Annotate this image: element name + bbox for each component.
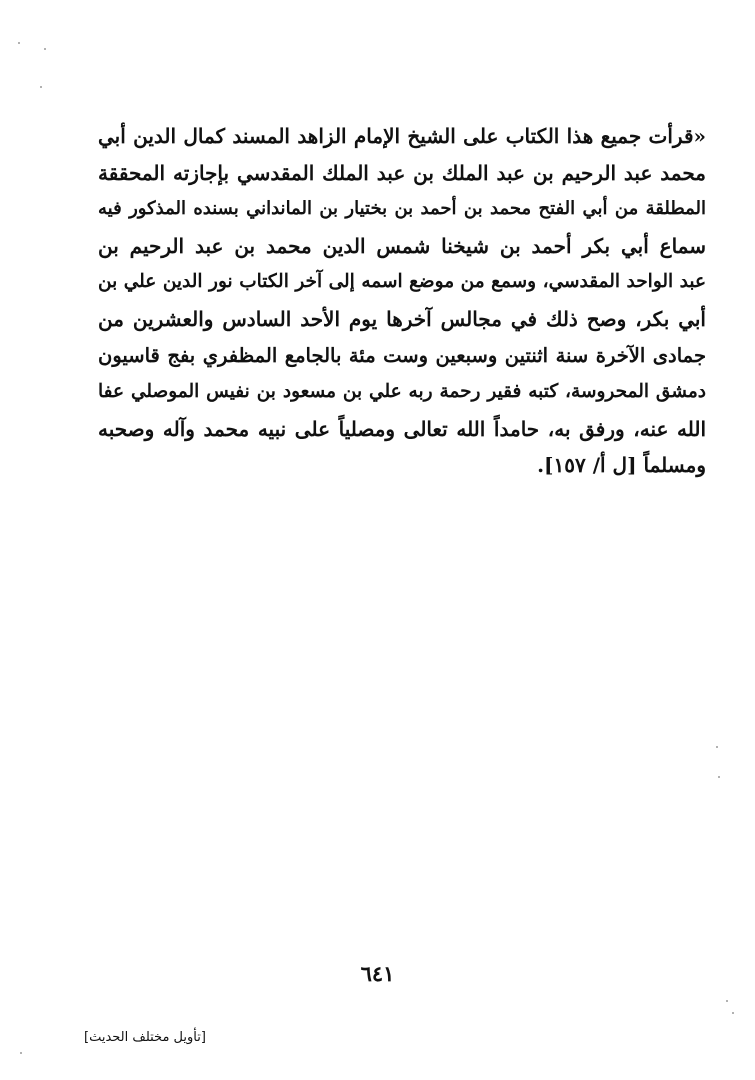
scan-speck (18, 42, 20, 44)
scan-speck (732, 1012, 734, 1014)
footer-book-title: [تأويل مختلف الحديث] (84, 1030, 206, 1045)
page-number: ٦٤١ (360, 961, 395, 986)
text-line: الله عنه، ورفق به، حامداً الله تعالى ومصلياً على نبيه محمد وآله وصحبه (98, 416, 706, 441)
scan-speck (40, 86, 42, 88)
scan-speck (20, 1052, 22, 1054)
text-line: سماع أبي بكر أحمد بن شيخنا شمس الدين محمد بن عبد الرحيم بن (98, 233, 706, 258)
colophon-paragraph (98, 118, 706, 484)
text-line: محمد عبد الرحيم بن عبد الملك بن عبد الملك المقدسي بإجازته المحققة (98, 160, 706, 185)
scan-speck (716, 746, 718, 748)
text-line: «قرأت جميع هذا الكتاب على الشيخ الإمام الزاهد المسند كمال الدين أبي (98, 124, 706, 148)
text-line: أبي بكر، وصح ذلك في مجالس آخرها يوم الأحد السادس والعشرين من (98, 306, 706, 331)
text-line: عبد الواحد المقدسي، وسمع من موضع اسمه إلى آخر الكتاب نور الدين علي بن (98, 271, 706, 293)
text-line: المطلقة من أبي الفتح محمد بن أحمد بن بختيار بن المانداني بسنده المذكور فيه (98, 198, 706, 220)
scan-speck (718, 776, 720, 778)
text-line: دمشق المحروسة، كتبه فقير رحمة ربه علي بن مسعود بن نفيس الموصلي عفا (98, 381, 706, 403)
text-line: ومسلماً [ل أ/ ١٥٧]. (537, 453, 706, 478)
text-line: جمادى الآخرة سنة اثنتين وسبعين وست مئة بالجامع المظفري بفج قاسيون (98, 343, 706, 367)
scan-speck (44, 48, 46, 50)
scan-speck (726, 1000, 728, 1002)
